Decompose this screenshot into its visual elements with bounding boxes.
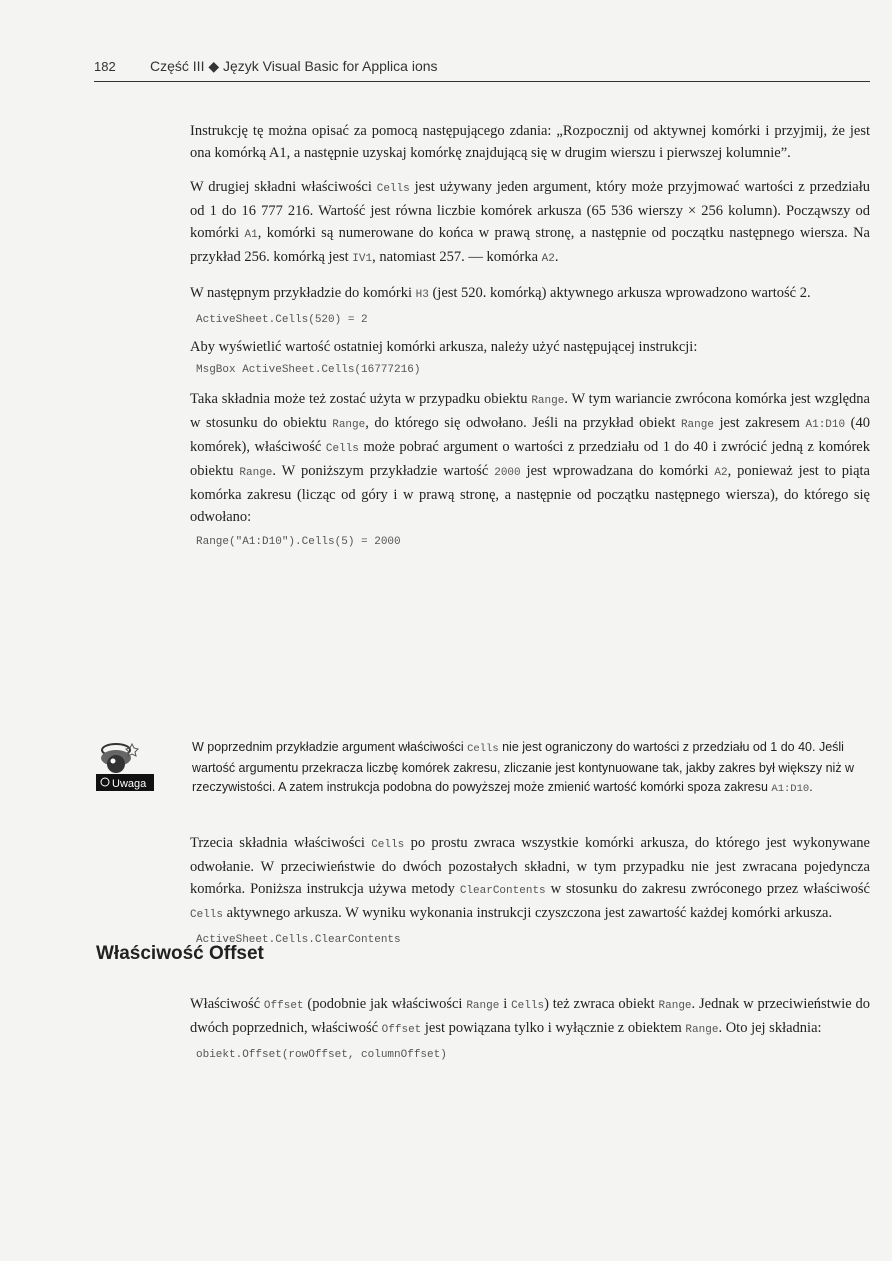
inline-code: ClearContents: [459, 885, 546, 897]
code-line-5: obiekt.Offset(rowOffset, columnOffset): [196, 1049, 447, 1061]
page-number: 182: [94, 59, 116, 74]
running-title: Część III ◆ Język Visual Basic for Applica ions: [150, 58, 438, 74]
paragraph-1: Instrukcję tę można opisać za pomocą następującego zdania: „Rozpocznij od aktywnej komórki i przyjmij, że jest ona komórką A1, a następnie uzyskaj komórkę znajdującą się w drugim wierszu i pierwszej kolumnie”.: [190, 123, 870, 161]
inline-code: Cells: [371, 839, 405, 851]
inline-code: Range: [658, 1000, 692, 1012]
paragraph-7: Właściwość Offset (podobnie jak właściwości Range i Cells) też zwraca obiekt Range. Jednak w przeciwieństwie do dwóch poprzednich, właściwość Offset jest powiązana tylko i wyłącznie z obiektem Range. Oto jej składnia:: [190, 996, 871, 1036]
inline-code: Range: [531, 395, 565, 407]
inline-code: Offset: [263, 1000, 304, 1012]
inline-code: Cells: [325, 443, 359, 455]
inline-code: 2000: [494, 467, 521, 479]
code-line-2: MsgBox ActiveSheet.Cells(16777216): [196, 364, 421, 376]
paragraph-4: Aby wyświetlić wartość ostatniej komórki arkusza, należy użyć następującej instrukcji:: [190, 339, 698, 355]
code-line-3: Range("A1:D10").Cells(5) = 2000: [196, 536, 401, 548]
inline-code: Range: [680, 419, 714, 431]
section-heading: Właściwość Offset: [96, 943, 264, 964]
inline-code: A2: [714, 467, 728, 479]
note-label: Uwaga: [112, 778, 147, 790]
paragraph-5: Taka składnia może też zostać użyta w przypadku obiektu Range. W tym wariancie zwrócona komórka jest względna w stosunku do obiektu Range, do którego się odwołano. Jeśli na przykład obiekt Range jest zakresem A1:D10 (40 komórek), właściwość Cells może pobrać argument o wartości z przedziału od 1 do 40 i zwrócić jedną z komórek obiektu Range. W poniższym przykładzie wartość 2000 jest wprowadzana do komórki A2, ponieważ jest to piąta komórka zakresu (licząc od góry i w prawą stronę, a następnie od początku następnego wiersza), do którego się odwołano:: [190, 391, 870, 525]
inline-code: Range: [332, 419, 366, 431]
inline-code: A1: [244, 229, 258, 241]
paragraph-3: W następnym przykładzie do komórki H3 (jest 520. komórką) aktywnego arkusza wprowadzono wartość 2.: [190, 285, 811, 301]
inline-code: Range: [685, 1024, 719, 1036]
inline-code: Offset: [381, 1024, 422, 1036]
paragraph-2: W drugiej składni właściwości Cells jest używany jeden argument, który może przyjmować wartości z przedziału od 1 do 16 777 216. Wartość jest równa liczbie komórek arkusza (65 536 wierszy × 256 kolumn). Począwszy od komórki A1, komórki są numerowane do końca w prawą stronę, a następnie od początku następnego wiersza. Na przykład 256. komórką jest IV1, natomiast 257. — komórka A2.: [190, 179, 870, 265]
inline-code: Cells: [467, 743, 499, 755]
note-icon: [96, 738, 154, 796]
inline-code: A2: [541, 253, 555, 265]
code-line-4: ActiveSheet.Cells.ClearContents: [196, 934, 401, 946]
offset-section: [190, 993, 870, 1061]
inline-code: IV1: [352, 253, 373, 265]
page-header: [94, 59, 870, 82]
inline-code: Cells: [190, 909, 224, 921]
inline-code: Range: [466, 1000, 500, 1012]
content-after-note: [190, 832, 870, 946]
code-line-1: ActiveSheet.Cells(520) = 2: [196, 314, 368, 326]
inline-code: A1:D10: [805, 419, 846, 431]
inline-code: H3: [415, 289, 429, 301]
inline-code: A1:D10: [771, 783, 810, 795]
paragraph-6: Trzecia składnia właściwości Cells po prostu zwraca wszystkie komórki arkusza, do którego jest wykonywane odwołanie. W przeciwieństwie do dwóch pozostałych składni, w tym przypadku nie jest zwracana pojedyncza komórka. Poniższa instrukcja używa metody ClearContents w stosunku do zakresu zwróconego przez właściwość Cells aktywnego arkusza. W wyniku wykonania instrukcji czyszczona jest zawartość każdej komórki arkusza.: [190, 835, 870, 921]
note-text: W poprzednim przykładzie argument właściwości Cells nie jest ograniczony do wartości z przedziału od 1 do 40. Jeśli wartość argumentu przekracza liczbę komórek zakresu, zliczanie jest kontynuowane tak, jakby zakres był większy niż w rzeczywistości. A zatem instrukcja podobna do powyższej może zmienić wartość komórki spoza zakresu A1:D10.: [192, 740, 855, 795]
inline-code: Cells: [511, 1000, 545, 1012]
main-content: [190, 120, 870, 548]
inline-code: Range: [239, 467, 273, 479]
inline-code: Cells: [376, 183, 410, 195]
